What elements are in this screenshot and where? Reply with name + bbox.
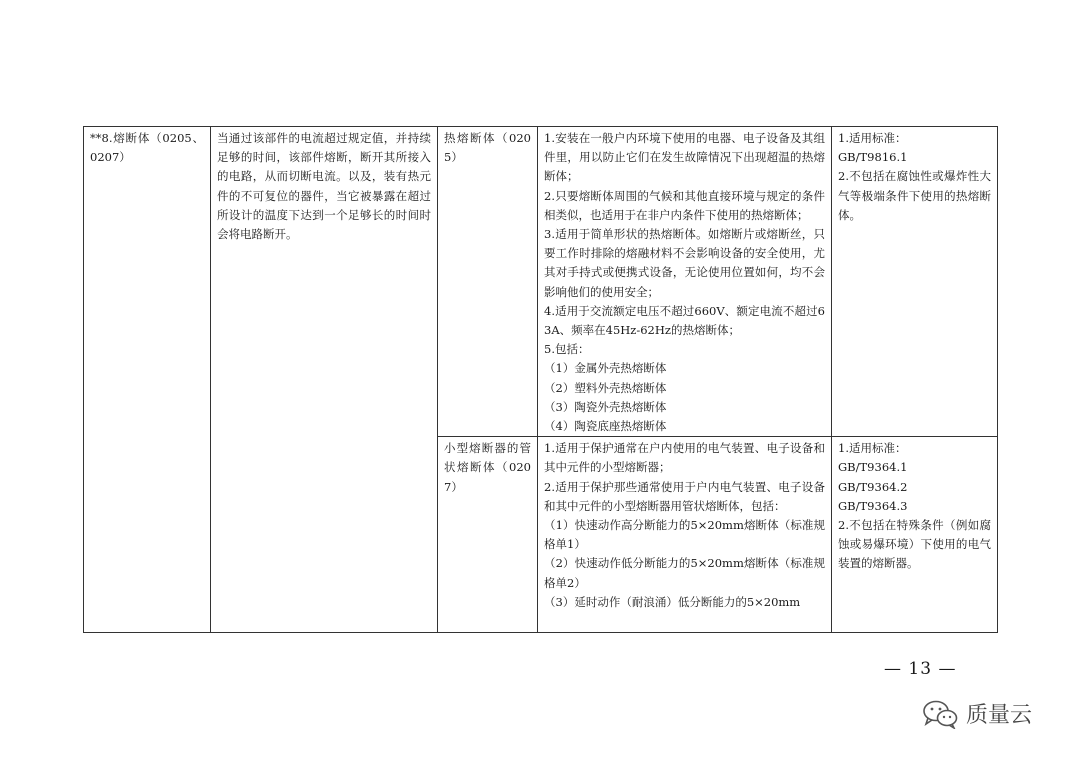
scope-line: （2）塑料外壳热熔断体 [544, 380, 667, 395]
wechat-icon [922, 699, 958, 729]
watermark [922, 698, 1032, 729]
notes-line: 1.适用标准： [838, 441, 907, 456]
scope-line: 5.包括： [544, 342, 590, 357]
scope-line: （2）快速动作低分断能力的5×20mm熔断体（标准规格单2） [544, 556, 825, 590]
notes-line: GB/T9364.2 [838, 479, 908, 494]
notes-line: 2.不包括在特殊条件（例如腐蚀或易爆环境）下使用的电气装置的熔断器。 [838, 518, 991, 571]
notes-line: GB/T9364.3 [838, 498, 908, 513]
catalog-table [83, 126, 998, 633]
scope-cell [538, 437, 832, 633]
scope-line: 1.安装在一般户内环境下使用的电器、电子设备及其组件里，用以防止它们在发生故障情况下出现超温的热熔断体； [544, 131, 825, 184]
scope-line: （1）快速动作高分断能力的5×20mm熔断体（标准规格单1） [544, 518, 825, 552]
scope-line: （4）陶瓷底座热熔断体 [544, 419, 667, 434]
subtype-name: 小型熔断器的管状熔断体（0207） [444, 441, 531, 494]
notes-line: GB/T9364.1 [838, 460, 908, 475]
scope-line: （3）延时动作（耐浪涌）低分断能力的5×20mm [544, 594, 801, 609]
notes-cell [832, 127, 998, 437]
subtype-cell [438, 437, 538, 633]
page-number: — 13 — [884, 659, 957, 679]
product-category-cell [84, 127, 211, 633]
scope-line: 1.适用于保护通常在户内使用的电气装置、电子设备和其中元件的小型熔断器； [544, 441, 825, 475]
scope-line: （3）陶瓷外壳热熔断体 [544, 399, 667, 414]
scope-cell [538, 127, 832, 437]
watermark-text: 质量云 [966, 703, 1033, 728]
subtype-cell [438, 127, 538, 437]
scope-line: 3.适用于简单形状的热熔断体。如熔断片或熔断丝，只要工作时排除的熔融材料不会影响设备的安全使用，尤其对手持式或便携式设备，无论使用位置如何，均不会影响他们的使用安全； [544, 227, 825, 299]
definition-cell [211, 127, 438, 633]
product-category: **8.熔断体（0205、0207） [90, 131, 204, 165]
notes-line: 1.适用标准： [838, 131, 907, 145]
scope-line: 4.适用于交流额定电压不超过660V、额定电流不超过63A、频率在45Hz-62Hz的热熔断体； [544, 303, 825, 338]
notes-line: 2.不包括在腐蚀性或爆炸性大气等极端条件下使用的热熔断体。 [838, 169, 991, 222]
scope-line: 2.只要熔断体周围的气候和其他直接环境与规定的条件相类似，也适用于在非户内条件下使用的热熔断体； [544, 188, 825, 222]
scope-line: （1）金属外壳热熔断体 [544, 361, 667, 376]
product-definition: 当通过该部件的电流超过规定值，并持续足够的时间，该部件熔断，断开其所接入的电路，从而切断电流。以及，装有热元件的不可复位的器件，当它被暴露在超过所设计的温度下达到一个足够长的时间时会将电路断开。 [217, 131, 431, 242]
notes-line: GB/T9816.1 [838, 150, 908, 165]
table-row [84, 127, 998, 437]
scope-line: 2.适用于保护那些通常使用于户内电气装置、电子设备和其中元件的小型熔断器用管状熔断体，包括： [544, 479, 825, 513]
notes-cell [832, 437, 998, 633]
subtype-name: 热熔断体（0205） [444, 131, 531, 165]
